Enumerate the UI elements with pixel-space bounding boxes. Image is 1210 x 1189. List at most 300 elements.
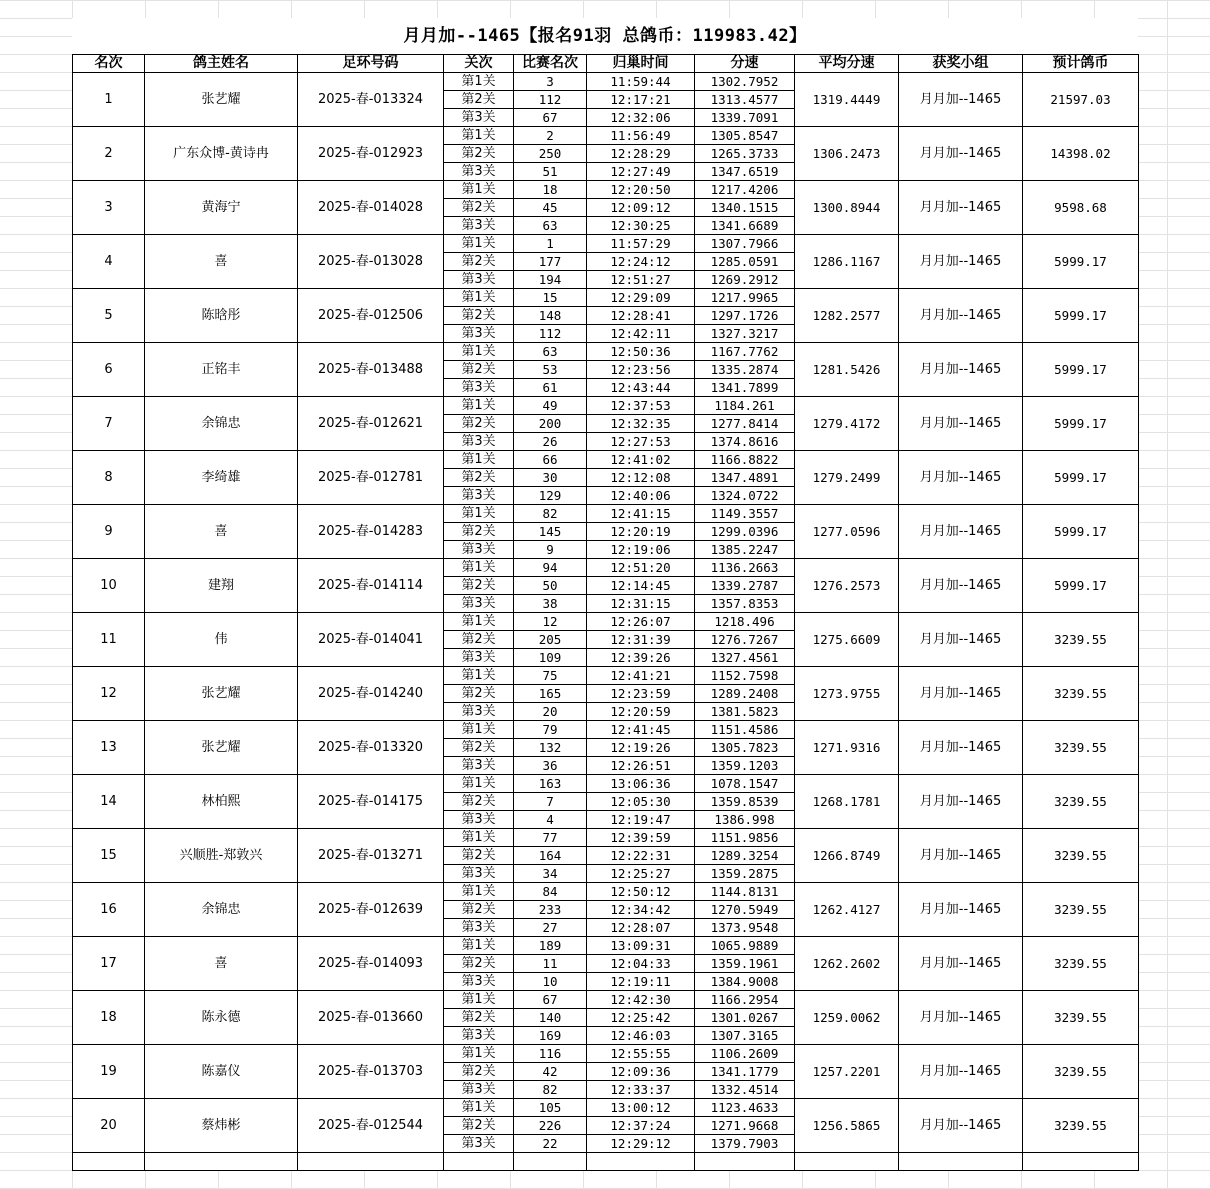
stage-place-cell[interactable]: 61 (514, 379, 587, 397)
return-time-cell[interactable]: 12:17:21 (587, 91, 695, 109)
speed-cell[interactable]: 1166.2954 (695, 991, 795, 1009)
stage-cell[interactable]: 第3关 (444, 433, 514, 451)
average-speed-cell[interactable]: 1286.1167 (795, 235, 899, 289)
speed-cell[interactable]: 1305.7823 (695, 739, 795, 757)
header-cell[interactable]: 预计鸽币 (1023, 55, 1139, 73)
header-cell[interactable]: 关次 (444, 55, 514, 73)
stage-cell[interactable]: 第3关 (444, 919, 514, 937)
owner-name-cell[interactable]: 余锦忠 (145, 397, 298, 451)
speed-cell[interactable]: 1276.7267 (695, 631, 795, 649)
stage-place-cell[interactable]: 9 (514, 541, 587, 559)
header-cell[interactable]: 获奖小组 (899, 55, 1023, 73)
return-time-cell[interactable]: 12:25:42 (587, 1009, 695, 1027)
stage-cell[interactable]: 第2关 (444, 955, 514, 973)
rank-cell[interactable]: 17 (73, 937, 145, 991)
speed-cell[interactable]: 1151.4586 (695, 721, 795, 739)
stage-place-cell[interactable]: 34 (514, 865, 587, 883)
header-cell[interactable]: 名次 (73, 55, 145, 73)
owner-name-cell[interactable]: 兴顺胜-郑敦兴 (145, 829, 298, 883)
speed-cell[interactable]: 1302.7952 (695, 73, 795, 91)
stage-place-cell[interactable]: 145 (514, 523, 587, 541)
stage-place-cell[interactable]: 49 (514, 397, 587, 415)
award-group-cell[interactable]: 月月加--1465 (899, 73, 1023, 127)
award-group-cell[interactable]: 月月加--1465 (899, 991, 1023, 1045)
ring-number-cell[interactable]: 2025-春-012781 (298, 451, 444, 505)
stage-place-cell[interactable]: 233 (514, 901, 587, 919)
award-group-cell[interactable]: 月月加--1465 (899, 397, 1023, 451)
owner-name-cell[interactable]: 黄海宁 (145, 181, 298, 235)
stage-cell[interactable]: 第2关 (444, 523, 514, 541)
stage-cell[interactable]: 第3关 (444, 649, 514, 667)
average-speed-cell[interactable]: 1279.2499 (795, 451, 899, 505)
stage-place-cell[interactable]: 18 (514, 181, 587, 199)
speed-cell[interactable]: 1151.9856 (695, 829, 795, 847)
stage-cell[interactable]: 第1关 (444, 883, 514, 901)
stage-place-cell[interactable]: 82 (514, 1081, 587, 1099)
stage-place-cell[interactable]: 164 (514, 847, 587, 865)
stage-cell[interactable]: 第1关 (444, 1045, 514, 1063)
return-time-cell[interactable]: 13:06:36 (587, 775, 695, 793)
speed-cell[interactable]: 1297.1726 (695, 307, 795, 325)
speed-cell[interactable]: 1285.0591 (695, 253, 795, 271)
rank-cell[interactable]: 13 (73, 721, 145, 775)
average-speed-cell[interactable]: 1275.6609 (795, 613, 899, 667)
stage-place-cell[interactable]: 77 (514, 829, 587, 847)
rank-cell[interactable]: 19 (73, 1045, 145, 1099)
stage-place-cell[interactable]: 84 (514, 883, 587, 901)
return-time-cell[interactable]: 12:41:15 (587, 505, 695, 523)
rank-cell[interactable]: 4 (73, 235, 145, 289)
return-time-cell[interactable]: 12:23:56 (587, 361, 695, 379)
stage-place-cell[interactable]: 20 (514, 703, 587, 721)
speed-cell[interactable]: 1385.2247 (695, 541, 795, 559)
owner-name-cell[interactable]: 喜 (145, 505, 298, 559)
award-group-cell[interactable]: 月月加--1465 (899, 829, 1023, 883)
stage-cell[interactable]: 第2关 (444, 631, 514, 649)
speed-cell[interactable]: 1327.4561 (695, 649, 795, 667)
rank-cell[interactable]: 11 (73, 613, 145, 667)
return-time-cell[interactable]: 12:28:41 (587, 307, 695, 325)
speed-cell[interactable]: 1335.2874 (695, 361, 795, 379)
empty-cell[interactable] (587, 1153, 695, 1171)
stage-cell[interactable]: 第1关 (444, 505, 514, 523)
ring-number-cell[interactable]: 2025-春-012923 (298, 127, 444, 181)
estimated-coins-cell[interactable]: 3239.55 (1023, 613, 1139, 667)
stage-cell[interactable]: 第3关 (444, 541, 514, 559)
rank-cell[interactable]: 16 (73, 883, 145, 937)
speed-cell[interactable]: 1301.0267 (695, 1009, 795, 1027)
estimated-coins-cell[interactable]: 5999.17 (1023, 397, 1139, 451)
stage-cell[interactable]: 第1关 (444, 667, 514, 685)
rank-cell[interactable]: 3 (73, 181, 145, 235)
award-group-cell[interactable]: 月月加--1465 (899, 181, 1023, 235)
stage-place-cell[interactable]: 140 (514, 1009, 587, 1027)
return-time-cell[interactable]: 13:09:31 (587, 937, 695, 955)
stage-cell[interactable]: 第2关 (444, 1009, 514, 1027)
return-time-cell[interactable]: 12:27:49 (587, 163, 695, 181)
stage-cell[interactable]: 第2关 (444, 1063, 514, 1081)
speed-cell[interactable]: 1144.8131 (695, 883, 795, 901)
stage-place-cell[interactable]: 75 (514, 667, 587, 685)
ring-number-cell[interactable]: 2025-春-014240 (298, 667, 444, 721)
owner-name-cell[interactable]: 蔡炜彬 (145, 1099, 298, 1153)
speed-cell[interactable]: 1313.4577 (695, 91, 795, 109)
speed-cell[interactable]: 1379.7903 (695, 1135, 795, 1153)
speed-cell[interactable]: 1339.7091 (695, 109, 795, 127)
award-group-cell[interactable]: 月月加--1465 (899, 505, 1023, 559)
stage-cell[interactable]: 第1关 (444, 343, 514, 361)
return-time-cell[interactable]: 12:20:19 (587, 523, 695, 541)
stage-place-cell[interactable]: 129 (514, 487, 587, 505)
speed-cell[interactable]: 1271.9668 (695, 1117, 795, 1135)
rank-cell[interactable]: 5 (73, 289, 145, 343)
return-time-cell[interactable]: 12:32:35 (587, 415, 695, 433)
award-group-cell[interactable]: 月月加--1465 (899, 1099, 1023, 1153)
estimated-coins-cell[interactable]: 5999.17 (1023, 343, 1139, 397)
award-group-cell[interactable]: 月月加--1465 (899, 937, 1023, 991)
stage-place-cell[interactable]: 38 (514, 595, 587, 613)
speed-cell[interactable]: 1270.5949 (695, 901, 795, 919)
stage-cell[interactable]: 第2关 (444, 199, 514, 217)
stage-place-cell[interactable]: 112 (514, 91, 587, 109)
stage-place-cell[interactable]: 94 (514, 559, 587, 577)
empty-cell[interactable] (1023, 1153, 1139, 1171)
stage-cell[interactable]: 第1关 (444, 127, 514, 145)
speed-cell[interactable]: 1265.3733 (695, 145, 795, 163)
stage-cell[interactable]: 第2关 (444, 793, 514, 811)
average-speed-cell[interactable]: 1282.2577 (795, 289, 899, 343)
return-time-cell[interactable]: 12:23:59 (587, 685, 695, 703)
stage-cell[interactable]: 第2关 (444, 1117, 514, 1135)
stage-place-cell[interactable]: 66 (514, 451, 587, 469)
award-group-cell[interactable]: 月月加--1465 (899, 289, 1023, 343)
estimated-coins-cell[interactable]: 3239.55 (1023, 721, 1139, 775)
stage-place-cell[interactable]: 26 (514, 433, 587, 451)
return-time-cell[interactable]: 12:37:24 (587, 1117, 695, 1135)
stage-place-cell[interactable]: 177 (514, 253, 587, 271)
return-time-cell[interactable]: 12:39:59 (587, 829, 695, 847)
empty-cell[interactable] (444, 1153, 514, 1171)
return-time-cell[interactable]: 12:25:27 (587, 865, 695, 883)
owner-name-cell[interactable]: 陈嘉仪 (145, 1045, 298, 1099)
speed-cell[interactable]: 1341.7899 (695, 379, 795, 397)
return-time-cell[interactable]: 12:42:11 (587, 325, 695, 343)
average-speed-cell[interactable]: 1266.8749 (795, 829, 899, 883)
stage-cell[interactable]: 第2关 (444, 253, 514, 271)
stage-cell[interactable]: 第3关 (444, 163, 514, 181)
stage-place-cell[interactable]: 7 (514, 793, 587, 811)
owner-name-cell[interactable]: 广东众博-黄诗冉 (145, 127, 298, 181)
stage-cell[interactable]: 第2关 (444, 307, 514, 325)
average-speed-cell[interactable]: 1279.4172 (795, 397, 899, 451)
speed-cell[interactable]: 1339.2787 (695, 577, 795, 595)
rank-cell[interactable]: 14 (73, 775, 145, 829)
stage-place-cell[interactable]: 205 (514, 631, 587, 649)
average-speed-cell[interactable]: 1281.5426 (795, 343, 899, 397)
speed-cell[interactable]: 1347.6519 (695, 163, 795, 181)
owner-name-cell[interactable]: 建翔 (145, 559, 298, 613)
owner-name-cell[interactable]: 张艺耀 (145, 73, 298, 127)
stage-cell[interactable]: 第1关 (444, 559, 514, 577)
stage-cell[interactable]: 第2关 (444, 739, 514, 757)
owner-name-cell[interactable]: 喜 (145, 937, 298, 991)
estimated-coins-cell[interactable]: 5999.17 (1023, 559, 1139, 613)
stage-cell[interactable]: 第3关 (444, 1135, 514, 1153)
stage-cell[interactable]: 第2关 (444, 469, 514, 487)
return-time-cell[interactable]: 12:37:53 (587, 397, 695, 415)
owner-name-cell[interactable]: 陈永德 (145, 991, 298, 1045)
stage-place-cell[interactable]: 51 (514, 163, 587, 181)
award-group-cell[interactable]: 月月加--1465 (899, 1045, 1023, 1099)
stage-cell[interactable]: 第3关 (444, 109, 514, 127)
ring-number-cell[interactable]: 2025-春-013028 (298, 235, 444, 289)
stage-cell[interactable]: 第1关 (444, 235, 514, 253)
empty-cell[interactable] (73, 1153, 145, 1171)
rank-cell[interactable]: 15 (73, 829, 145, 883)
return-time-cell[interactable]: 12:05:30 (587, 793, 695, 811)
speed-cell[interactable]: 1381.5823 (695, 703, 795, 721)
stage-cell[interactable]: 第1关 (444, 1099, 514, 1117)
stage-place-cell[interactable]: 63 (514, 217, 587, 235)
header-cell[interactable]: 平均分速 (795, 55, 899, 73)
speed-cell[interactable]: 1307.7966 (695, 235, 795, 253)
ring-number-cell[interactable]: 2025-春-014283 (298, 505, 444, 559)
return-time-cell[interactable]: 11:59:44 (587, 73, 695, 91)
speed-cell[interactable]: 1166.8822 (695, 451, 795, 469)
average-speed-cell[interactable]: 1273.9755 (795, 667, 899, 721)
return-time-cell[interactable]: 12:29:09 (587, 289, 695, 307)
stage-cell[interactable]: 第3关 (444, 595, 514, 613)
return-time-cell[interactable]: 12:40:06 (587, 487, 695, 505)
average-speed-cell[interactable]: 1277.0596 (795, 505, 899, 559)
stage-cell[interactable]: 第1关 (444, 397, 514, 415)
return-time-cell[interactable]: 12:24:12 (587, 253, 695, 271)
average-speed-cell[interactable]: 1276.2573 (795, 559, 899, 613)
estimated-coins-cell[interactable]: 14398.02 (1023, 127, 1139, 181)
stage-place-cell[interactable]: 105 (514, 1099, 587, 1117)
estimated-coins-cell[interactable]: 9598.68 (1023, 181, 1139, 235)
estimated-coins-cell[interactable]: 3239.55 (1023, 667, 1139, 721)
speed-cell[interactable]: 1340.1515 (695, 199, 795, 217)
return-time-cell[interactable]: 12:50:36 (587, 343, 695, 361)
average-speed-cell[interactable]: 1257.2201 (795, 1045, 899, 1099)
stage-cell[interactable]: 第1关 (444, 181, 514, 199)
speed-cell[interactable]: 1305.8547 (695, 127, 795, 145)
stage-cell[interactable]: 第3关 (444, 325, 514, 343)
stage-cell[interactable]: 第3关 (444, 811, 514, 829)
speed-cell[interactable]: 1078.1547 (695, 775, 795, 793)
stage-place-cell[interactable]: 250 (514, 145, 587, 163)
owner-name-cell[interactable]: 林柏熙 (145, 775, 298, 829)
speed-cell[interactable]: 1374.8616 (695, 433, 795, 451)
award-group-cell[interactable]: 月月加--1465 (899, 775, 1023, 829)
stage-cell[interactable]: 第1关 (444, 613, 514, 631)
estimated-coins-cell[interactable]: 3239.55 (1023, 1099, 1139, 1153)
estimated-coins-cell[interactable]: 5999.17 (1023, 451, 1139, 505)
ring-number-cell[interactable]: 2025-春-013488 (298, 343, 444, 397)
speed-cell[interactable]: 1307.3165 (695, 1027, 795, 1045)
header-cell[interactable]: 归巢时间 (587, 55, 695, 73)
award-group-cell[interactable]: 月月加--1465 (899, 613, 1023, 667)
speed-cell[interactable]: 1359.2875 (695, 865, 795, 883)
empty-cell[interactable] (514, 1153, 587, 1171)
stage-place-cell[interactable]: 165 (514, 685, 587, 703)
return-time-cell[interactable]: 12:33:37 (587, 1081, 695, 1099)
stage-cell[interactable]: 第2关 (444, 91, 514, 109)
stage-cell[interactable]: 第1关 (444, 721, 514, 739)
stage-place-cell[interactable]: 169 (514, 1027, 587, 1045)
stage-place-cell[interactable]: 12 (514, 613, 587, 631)
rank-cell[interactable]: 20 (73, 1099, 145, 1153)
average-speed-cell[interactable]: 1268.1781 (795, 775, 899, 829)
return-time-cell[interactable]: 12:46:03 (587, 1027, 695, 1045)
return-time-cell[interactable]: 12:55:55 (587, 1045, 695, 1063)
stage-place-cell[interactable]: 15 (514, 289, 587, 307)
return-time-cell[interactable]: 12:20:50 (587, 181, 695, 199)
owner-name-cell[interactable]: 正铭丰 (145, 343, 298, 397)
speed-cell[interactable]: 1386.998 (695, 811, 795, 829)
speed-cell[interactable]: 1065.9889 (695, 937, 795, 955)
stage-cell[interactable]: 第3关 (444, 865, 514, 883)
return-time-cell[interactable]: 11:57:29 (587, 235, 695, 253)
speed-cell[interactable]: 1269.2912 (695, 271, 795, 289)
award-group-cell[interactable]: 月月加--1465 (899, 451, 1023, 505)
owner-name-cell[interactable]: 李绮雄 (145, 451, 298, 505)
stage-place-cell[interactable]: 50 (514, 577, 587, 595)
stage-cell[interactable]: 第1关 (444, 73, 514, 91)
stage-cell[interactable]: 第2关 (444, 361, 514, 379)
rank-cell[interactable]: 6 (73, 343, 145, 397)
empty-cell[interactable] (695, 1153, 795, 1171)
stage-place-cell[interactable]: 36 (514, 757, 587, 775)
average-speed-cell[interactable]: 1256.5865 (795, 1099, 899, 1153)
stage-cell[interactable]: 第3关 (444, 379, 514, 397)
return-time-cell[interactable]: 12:31:39 (587, 631, 695, 649)
ring-number-cell[interactable]: 2025-春-012506 (298, 289, 444, 343)
stage-place-cell[interactable]: 27 (514, 919, 587, 937)
stage-cell[interactable]: 第3关 (444, 757, 514, 775)
stage-place-cell[interactable]: 42 (514, 1063, 587, 1081)
estimated-coins-cell[interactable]: 5999.17 (1023, 505, 1139, 559)
stage-place-cell[interactable]: 67 (514, 109, 587, 127)
return-time-cell[interactable]: 12:20:59 (587, 703, 695, 721)
ring-number-cell[interactable]: 2025-春-014114 (298, 559, 444, 613)
estimated-coins-cell[interactable]: 5999.17 (1023, 235, 1139, 289)
stage-cell[interactable]: 第2关 (444, 415, 514, 433)
stage-cell[interactable]: 第2关 (444, 901, 514, 919)
speed-cell[interactable]: 1217.9965 (695, 289, 795, 307)
stage-cell[interactable]: 第3关 (444, 973, 514, 991)
owner-name-cell[interactable]: 陈晗彤 (145, 289, 298, 343)
return-time-cell[interactable]: 12:14:45 (587, 577, 695, 595)
stage-place-cell[interactable]: 2 (514, 127, 587, 145)
empty-cell[interactable] (795, 1153, 899, 1171)
estimated-coins-cell[interactable]: 3239.55 (1023, 829, 1139, 883)
speed-cell[interactable]: 1184.261 (695, 397, 795, 415)
return-time-cell[interactable]: 12:30:25 (587, 217, 695, 235)
speed-cell[interactable]: 1299.0396 (695, 523, 795, 541)
stage-cell[interactable]: 第1关 (444, 991, 514, 1009)
stage-place-cell[interactable]: 82 (514, 505, 587, 523)
speed-cell[interactable]: 1359.1961 (695, 955, 795, 973)
speed-cell[interactable]: 1373.9548 (695, 919, 795, 937)
estimated-coins-cell[interactable]: 3239.55 (1023, 937, 1139, 991)
speed-cell[interactable]: 1289.3254 (695, 847, 795, 865)
stage-place-cell[interactable]: 132 (514, 739, 587, 757)
average-speed-cell[interactable]: 1319.4449 (795, 73, 899, 127)
return-time-cell[interactable]: 12:42:30 (587, 991, 695, 1009)
stage-place-cell[interactable]: 148 (514, 307, 587, 325)
speed-cell[interactable]: 1359.8539 (695, 793, 795, 811)
rank-cell[interactable]: 8 (73, 451, 145, 505)
return-time-cell[interactable]: 12:26:51 (587, 757, 695, 775)
estimated-coins-cell[interactable]: 5999.17 (1023, 289, 1139, 343)
average-speed-cell[interactable]: 1271.9316 (795, 721, 899, 775)
owner-name-cell[interactable]: 伟 (145, 613, 298, 667)
speed-cell[interactable]: 1347.4891 (695, 469, 795, 487)
rank-cell[interactable]: 10 (73, 559, 145, 613)
award-group-cell[interactable]: 月月加--1465 (899, 883, 1023, 937)
return-time-cell[interactable]: 11:56:49 (587, 127, 695, 145)
stage-place-cell[interactable]: 30 (514, 469, 587, 487)
stage-place-cell[interactable]: 79 (514, 721, 587, 739)
stage-place-cell[interactable]: 11 (514, 955, 587, 973)
rank-cell[interactable]: 1 (73, 73, 145, 127)
speed-cell[interactable]: 1324.0722 (695, 487, 795, 505)
stage-cell[interactable]: 第1关 (444, 829, 514, 847)
return-time-cell[interactable]: 12:04:33 (587, 955, 695, 973)
empty-cell[interactable] (298, 1153, 444, 1171)
speed-cell[interactable]: 1149.3557 (695, 505, 795, 523)
return-time-cell[interactable]: 12:41:02 (587, 451, 695, 469)
stage-place-cell[interactable]: 116 (514, 1045, 587, 1063)
speed-cell[interactable]: 1332.4514 (695, 1081, 795, 1099)
stage-cell[interactable]: 第1关 (444, 937, 514, 955)
ring-number-cell[interactable]: 2025-春-012544 (298, 1099, 444, 1153)
stage-cell[interactable]: 第3关 (444, 271, 514, 289)
stage-place-cell[interactable]: 163 (514, 775, 587, 793)
stage-place-cell[interactable]: 10 (514, 973, 587, 991)
stage-cell[interactable]: 第1关 (444, 775, 514, 793)
header-cell[interactable]: 比赛名次 (514, 55, 587, 73)
ring-number-cell[interactable]: 2025-春-012621 (298, 397, 444, 451)
header-cell[interactable]: 足环号码 (298, 55, 444, 73)
award-group-cell[interactable]: 月月加--1465 (899, 127, 1023, 181)
rank-cell[interactable]: 12 (73, 667, 145, 721)
return-time-cell[interactable]: 12:19:11 (587, 973, 695, 991)
return-time-cell[interactable]: 12:31:15 (587, 595, 695, 613)
stage-place-cell[interactable]: 3 (514, 73, 587, 91)
average-speed-cell[interactable]: 1259.0062 (795, 991, 899, 1045)
return-time-cell[interactable]: 12:32:06 (587, 109, 695, 127)
speed-cell[interactable]: 1359.1203 (695, 757, 795, 775)
award-group-cell[interactable]: 月月加--1465 (899, 721, 1023, 775)
award-group-cell[interactable]: 月月加--1465 (899, 343, 1023, 397)
owner-name-cell[interactable]: 张艺耀 (145, 721, 298, 775)
ring-number-cell[interactable]: 2025-春-012639 (298, 883, 444, 937)
return-time-cell[interactable]: 12:41:45 (587, 721, 695, 739)
stage-cell[interactable]: 第3关 (444, 217, 514, 235)
stage-cell[interactable]: 第3关 (444, 1081, 514, 1099)
return-time-cell[interactable]: 12:43:44 (587, 379, 695, 397)
stage-place-cell[interactable]: 1 (514, 235, 587, 253)
speed-cell[interactable]: 1277.8414 (695, 415, 795, 433)
stage-place-cell[interactable]: 63 (514, 343, 587, 361)
return-time-cell[interactable]: 12:51:27 (587, 271, 695, 289)
speed-cell[interactable]: 1136.2663 (695, 559, 795, 577)
stage-cell[interactable]: 第3关 (444, 703, 514, 721)
stage-cell[interactable]: 第3关 (444, 487, 514, 505)
